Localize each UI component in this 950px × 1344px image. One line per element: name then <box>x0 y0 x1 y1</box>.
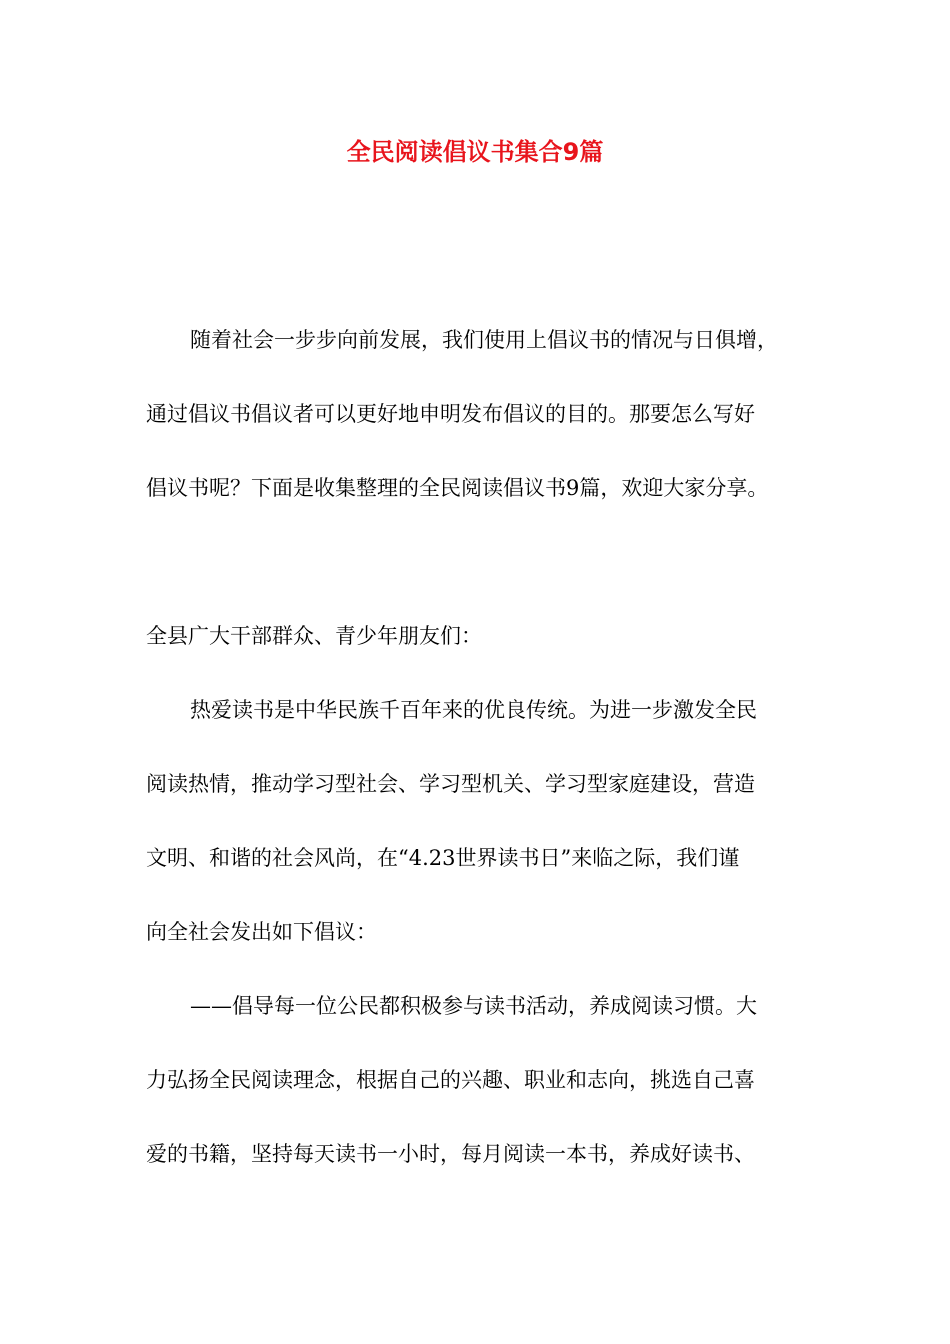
para1-line-3: 文明、和谐的社会风尚，在“4.23世界读书日”来临之际，我们谨 <box>146 846 740 870</box>
para1-line-2: 阅读热情，推动学习型社会、学习型机关、学习型家庭建设，营造 <box>146 772 755 796</box>
para1-line-1: 热爱读书是中华民族千百年来的优良传统。为进一步激发全民 <box>190 698 757 722</box>
intro-line-2: 通过倡议书倡议者可以更好地申明发布倡议的目的。那要怎么写好 <box>146 402 755 426</box>
para2-line-2: 力弘扬全民阅读理念，根据自己的兴趣、职业和志向，挑选自己喜 <box>146 1068 755 1092</box>
intro-line-3: 倡议书呢？下面是收集整理的全民阅读倡议书9篇，欢迎大家分享。 <box>146 476 769 500</box>
intro-line-1: 随着社会一步步向前发展，我们使用上倡议书的情况与日俱增， <box>190 328 778 352</box>
para2-line-1: ——倡导每一位公民都积极参与读书活动，养成阅读习惯。大 <box>190 994 757 1018</box>
para1-line-4: 向全社会发出如下倡议： <box>146 920 377 944</box>
document-title: 全民阅读倡议书集合9篇 <box>346 138 604 166</box>
salutation: 全县广大干部群众、青少年朋友们： <box>146 624 482 648</box>
para2-line-3: 爱的书籍，坚持每天读书一小时，每月阅读一本书，养成好读书、 <box>146 1142 755 1166</box>
